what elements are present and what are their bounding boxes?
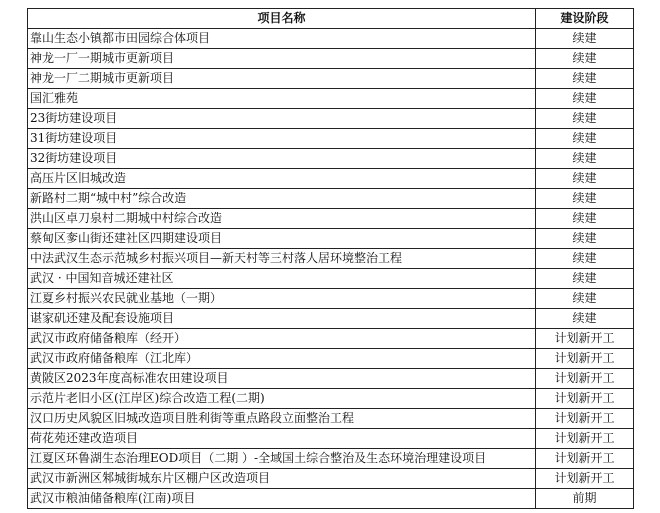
- project-name-cell: 靠山生态小镇都市田园综合体项目: [28, 29, 536, 49]
- table-row: [28, 89, 634, 109]
- table-row: [28, 49, 634, 69]
- construction-stage-cell: 续建: [536, 229, 634, 249]
- table-header-row: [28, 9, 634, 29]
- project-name-cell: 武汉 · 中国知音城还建社区: [28, 269, 536, 289]
- project-name-cell: 荷花苑还建改造项目: [28, 429, 536, 449]
- table-row: [28, 169, 634, 189]
- project-name-cell: 武汉市新洲区邾城街城东片区棚户区改造项目: [28, 469, 536, 489]
- project-name-cell: 神龙一厂二期城市更新项目: [28, 69, 536, 89]
- construction-stage-cell: 计划新开工: [536, 349, 634, 369]
- table-row: [28, 309, 634, 329]
- project-name-cell: 江夏乡村振兴农民就业基地（一期）: [28, 289, 536, 309]
- table-row: [28, 109, 634, 129]
- project-name-cell: 32街坊建设项目: [28, 149, 536, 169]
- project-name-cell: 武汉市政府储备粮库（经开）: [28, 329, 536, 349]
- construction-stage-cell: 续建: [536, 169, 634, 189]
- construction-stage-cell: 续建: [536, 269, 634, 289]
- table-body: [28, 29, 634, 509]
- table-row: [28, 429, 634, 449]
- construction-stage-cell: 续建: [536, 49, 634, 69]
- construction-stage-cell: 续建: [536, 149, 634, 169]
- project-name-cell: 蔡甸区奓山街还建社区四期建设项目: [28, 229, 536, 249]
- project-name-cell: 江夏区环鲁湖生态治理EOD项目（二期 ）-全域国土综合整治及生态环境治理建设项目: [28, 449, 536, 469]
- construction-stage-cell: 续建: [536, 309, 634, 329]
- project-name-cell: 黄陂区2023年度高标准农田建设项目: [28, 369, 536, 389]
- table-row: [28, 149, 634, 169]
- project-name-cell: 洪山区卓刀泉村二期城中村综合改造: [28, 209, 536, 229]
- table-row: [28, 289, 634, 309]
- construction-stage-cell: 续建: [536, 89, 634, 109]
- table-row: [28, 29, 634, 49]
- construction-stage-cell: 续建: [536, 289, 634, 309]
- project-name-cell: 示范片老旧小区(江岸区)综合改造工程(二期): [28, 389, 536, 409]
- construction-stage-cell: 计划新开工: [536, 449, 634, 469]
- table-row: [28, 409, 634, 429]
- table-row: [28, 469, 634, 489]
- project-name-cell: 谌家矶还建及配套设施项目: [28, 309, 536, 329]
- project-name-cell: 武汉市粮油储备粮库(江南)项目: [28, 489, 536, 509]
- project-name-cell: 新路村二期“城中村”综合改造: [28, 189, 536, 209]
- construction-stage-cell: 续建: [536, 69, 634, 89]
- project-name-cell: 中法武汉生态示范城乡村振兴项目—新天村等三村落人居环境整治工程: [28, 249, 536, 269]
- table-row: [28, 449, 634, 469]
- project-name-cell: 神龙一厂一期城市更新项目: [28, 49, 536, 69]
- construction-stage-cell: 计划新开工: [536, 409, 634, 429]
- header-construction-stage: 建设阶段: [536, 9, 634, 29]
- construction-stage-cell: 续建: [536, 249, 634, 269]
- table-row: [28, 389, 634, 409]
- table-row: [28, 349, 634, 369]
- construction-stage-cell: 续建: [536, 109, 634, 129]
- construction-stage-cell: 续建: [536, 209, 634, 229]
- table-row: [28, 189, 634, 209]
- construction-stage-cell: 计划新开工: [536, 389, 634, 409]
- project-name-cell: 汉口历史风貌区旧城改造项目胜利街等重点路段立面整治工程: [28, 409, 536, 429]
- construction-stage-cell: 前期: [536, 489, 634, 509]
- construction-stage-cell: 计划新开工: [536, 329, 634, 349]
- header-project-name: 项目名称: [28, 9, 536, 29]
- table-row: [28, 69, 634, 89]
- table-row: [28, 269, 634, 289]
- table-row: [28, 329, 634, 349]
- project-name-cell: 国汇雅苑: [28, 89, 536, 109]
- table-row: [28, 129, 634, 149]
- table-row: [28, 249, 634, 269]
- project-table: [27, 8, 634, 509]
- table-row: [28, 369, 634, 389]
- project-name-cell: 高压片区旧城改造: [28, 169, 536, 189]
- construction-stage-cell: 计划新开工: [536, 369, 634, 389]
- construction-stage-cell: 续建: [536, 129, 634, 149]
- construction-stage-cell: 计划新开工: [536, 469, 634, 489]
- project-name-cell: 31街坊建设项目: [28, 129, 536, 149]
- table-row: [28, 209, 634, 229]
- construction-stage-cell: 续建: [536, 189, 634, 209]
- construction-stage-cell: 计划新开工: [536, 429, 634, 449]
- project-name-cell: 23街坊建设项目: [28, 109, 536, 129]
- table-row: [28, 489, 634, 509]
- table-row: [28, 229, 634, 249]
- project-name-cell: 武汉市政府储备粮库（江北库）: [28, 349, 536, 369]
- construction-stage-cell: 续建: [536, 29, 634, 49]
